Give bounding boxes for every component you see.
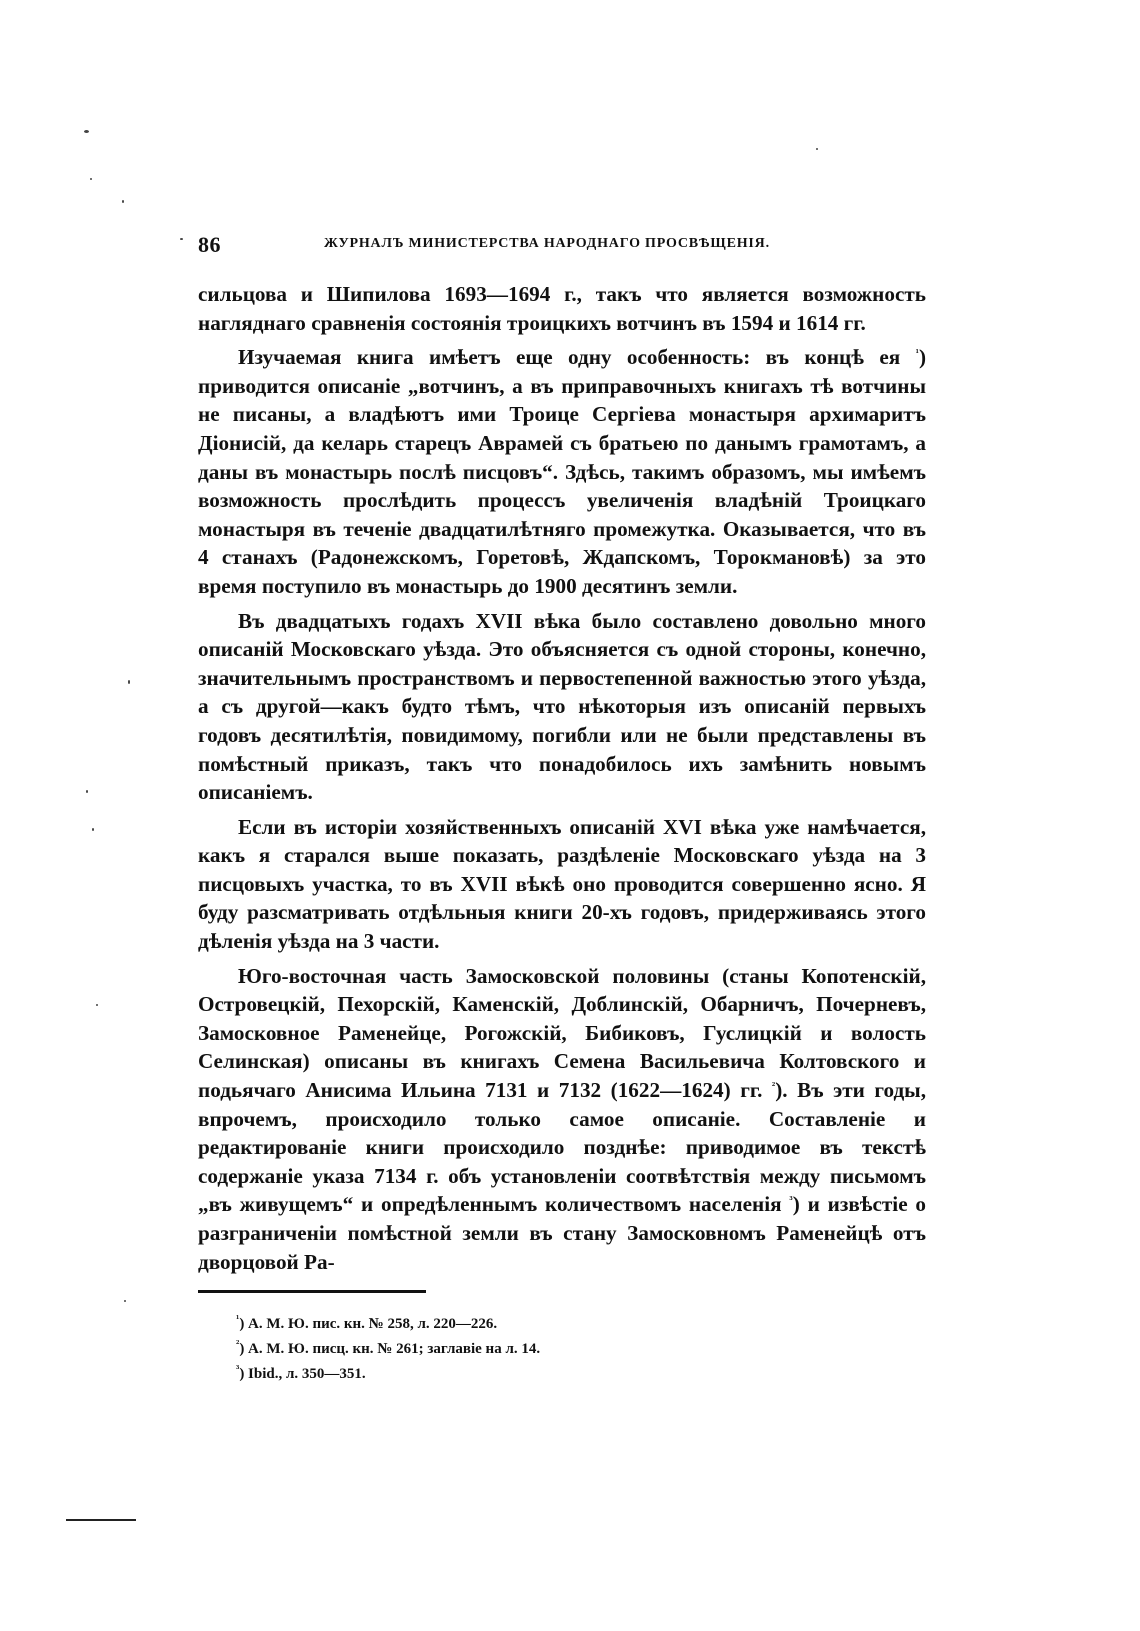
paragraph-text: Въ двадцатыхъ годахъ XVII вѣка было составлено довольно много описаній Московскаго уѣзда. Это объясняется съ одной стороны, конечно, значительнымъ пространствомъ и первостепенной важностью этого уѣзда, а съ другой—какъ будто тѣмъ, что нѣкоторыя изъ описаній первыхъ годовъ десятилѣтія, повидимому, погибли или не были представлены въ помѣстный приказъ, такъ что понадобилось ихъ замѣнить новымъ описаніемъ. [198, 608, 926, 805]
footnote [236, 1312, 876, 1337]
footnotes [236, 1312, 876, 1387]
paragraph-text: сильцова и Шипилова 1693—1694 г., такъ что является возможность нагляднаго сравненія состоянія троицкихъ вотчинъ въ 1594 и 1614 гг. [198, 282, 926, 335]
scan-speck [90, 178, 92, 180]
footnote-divider [198, 1290, 426, 1293]
footnote [236, 1362, 876, 1387]
page-number: 86 [198, 232, 221, 257]
scan-speck [86, 790, 88, 793]
footnote-ref: ³ [789, 1194, 793, 1207]
scan-speck [96, 1004, 98, 1006]
scan-speck [84, 130, 89, 133]
paragraph-text: ) и извѣстіе о разграниченіи помѣстной земли въ стану Замосковномъ Раменейцѣ отъ дворцовой Ра- [198, 1192, 927, 1274]
scan-speck [180, 238, 183, 240]
scan-speck [92, 828, 94, 831]
scan-speck [816, 148, 818, 150]
paragraph [198, 343, 926, 600]
paragraph [198, 962, 926, 1277]
scan-edge-mark [66, 1519, 136, 1521]
paragraph-text: ). Въ эти годы, впрочемъ, происходило только самое описаніе. Составленіе и редактированіе книги происходило позднѣе: приводимое въ текстѣ содержаніе указа 7134 г. объ установленіи соотвѣтствія между письмомъ „въ живущемъ“ и опредѣленнымъ количествомъ населенія [198, 1078, 926, 1217]
paragraph-text: ) приводится описаніе „вотчинъ, а въ приправочныхъ книгахъ тѣ вотчины не писаны, а владѣютъ ими Троице Сергіева монастыря архимаритъ Діонисій, да келарь старецъ Аврамей съ братьею по данымъ грамотамъ, а даны въ монастырь послѣ писцовъ“. Здѣсь, такимъ образомъ, мы имѣемъ возможность прослѣдить процессъ увеличенія владѣній Троицкаго монастыря въ теченіе двадцатилѣтняго промежутка. Оказывается, что въ 4 станахъ (Радонежскомъ, Горетовѣ, Ждапскомъ, Торокмановѣ) за это время поступило въ монастырь до 1900 десятинъ земли. [198, 345, 926, 598]
footnote-ref: ² [771, 1079, 776, 1092]
scan-speck [122, 200, 124, 203]
footnote [236, 1337, 876, 1362]
footnote-text: ) Ibid., л. 350—351. [239, 1366, 366, 1382]
scan-speck [124, 1300, 126, 1302]
paragraph-text: Юго-восточная часть Замосковской половины (станы Копотенскій, Островецкій, Пехорскій, Каменскій, Доблинскій, Обарничъ, Почерневъ, Замосковное Раменейце, Рогожскій, Бибиковъ, Гуслицкій и волость Селинская) описаны въ книгахъ Семена Васильевича Колтовского и подьячаго Анисима Ильина 7131 и 7132 (1622—1624) гг. [198, 963, 926, 1103]
paragraph [198, 813, 926, 956]
body-text [198, 280, 926, 1282]
paragraph-text: Изучаемая книга имѣетъ еще одну особенность: въ концѣ ея [238, 345, 916, 370]
footnote-mark: ¹ [236, 1313, 240, 1325]
paragraph [198, 607, 926, 807]
paragraph [198, 280, 926, 337]
footnote-mark: ³ [236, 1363, 240, 1375]
page-header [198, 232, 928, 260]
footnote-mark: ² [236, 1338, 240, 1350]
footnote-text: ) А. М. Ю. писц. кн. № 261; заглавіе на л. 14. [239, 1341, 541, 1357]
footnote-text: ) А. М. Ю. пис. кн. № 258, л. 220—226. [239, 1316, 498, 1332]
footnote-ref: ¹ [915, 347, 919, 360]
running-title: ЖУРНАЛЪ МИНИСТЕРСТВА НАРОДНАГО ПРОСВѢЩЕНІЯ. [324, 236, 770, 251]
paragraph-text: Если въ исторіи хозяйственныхъ описаній XVI вѣка уже намѣчается, какъ я старался выше показать, раздѣленіе Московскаго уѣзда на 3 писцовыхъ участка, то въ XVII вѣкѣ оно проводится совершенно ясно. Я буду разсматривать отдѣльныя книги 20-хъ годовъ, придерживаясь этого дѣленія уѣзда на 3 части. [198, 814, 926, 954]
scan-speck [128, 680, 130, 684]
